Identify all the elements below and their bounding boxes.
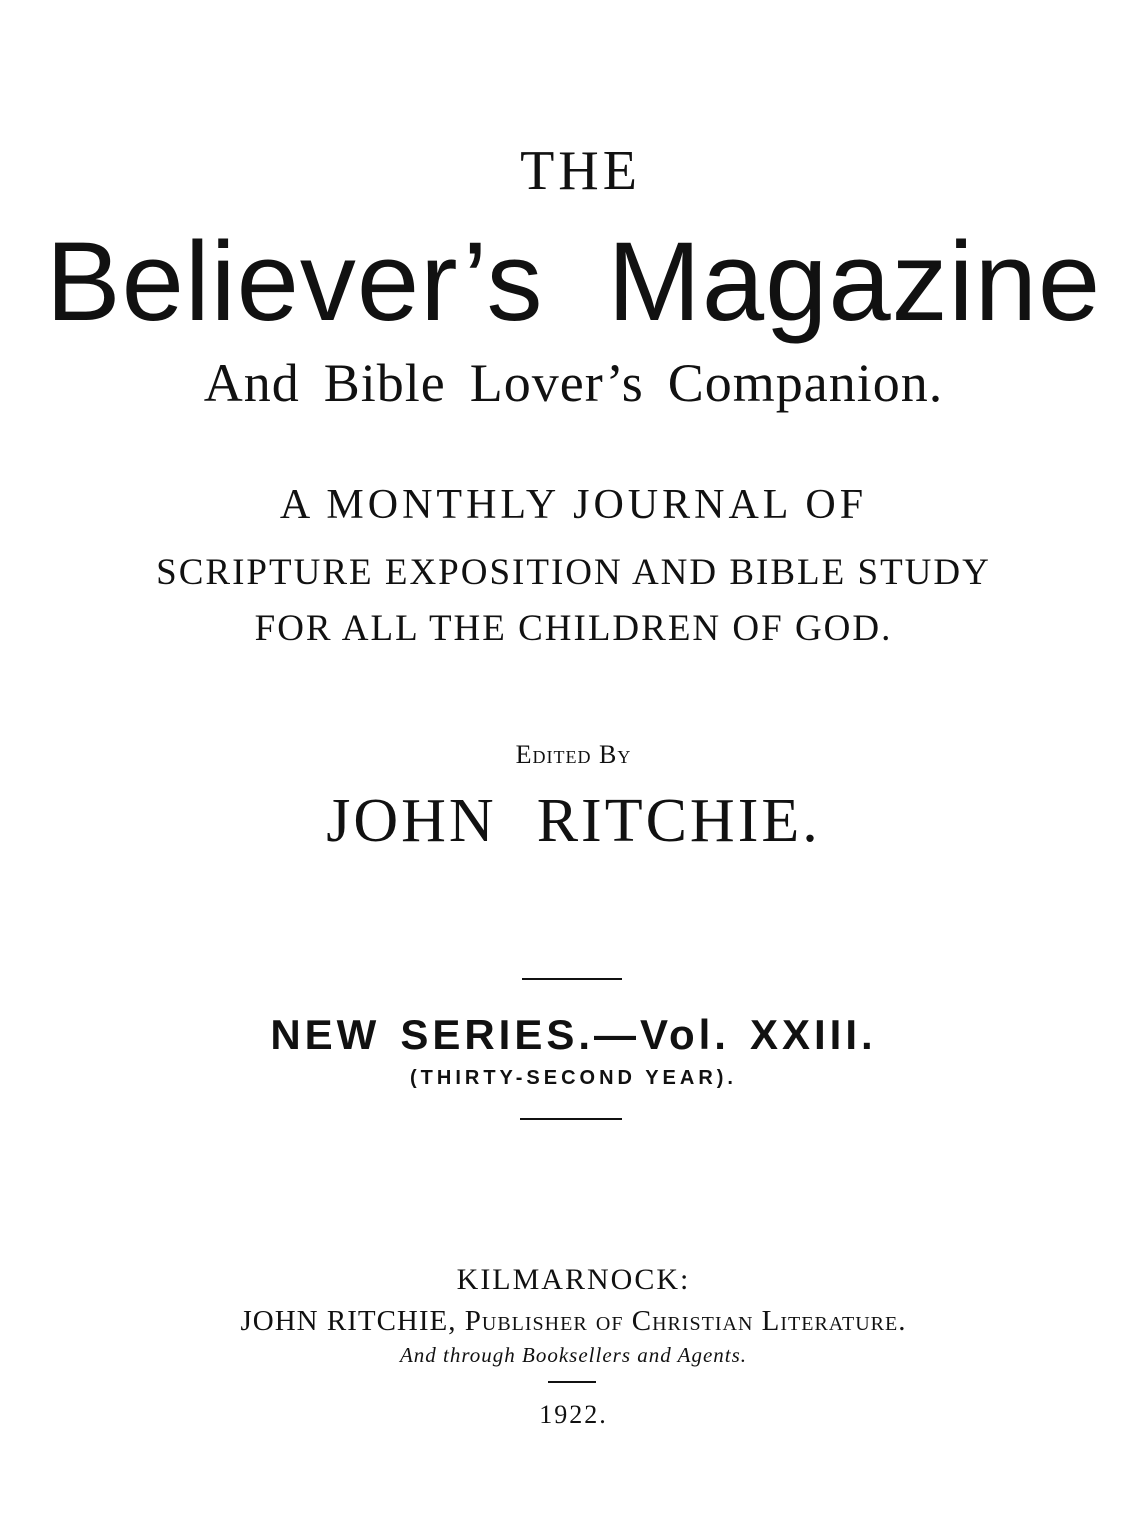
publisher-line <box>0 1307 1147 1336</box>
subtitle-part-4: Companion. <box>667 353 944 413</box>
title-article: THE <box>520 140 641 202</box>
series-part-1: NEW <box>270 1011 381 1058</box>
series-part-2: SERIES.—Vol. <box>400 1011 730 1058</box>
publication-year: 1922. <box>539 1400 608 1429</box>
series-year: (THIRTY-SECOND YEAR). <box>410 1067 737 1089</box>
series-volume <box>0 1011 1147 1058</box>
distribution-note: And through Booksellers and Agents. <box>399 1343 748 1367</box>
editor-last-name: RITCHIE. <box>536 787 821 855</box>
subtitle-part-3: Lover’s <box>469 353 644 413</box>
series-part-3: XXIII. <box>749 1011 877 1058</box>
title-word-2: Magazine <box>607 219 1102 344</box>
editor-name <box>0 787 1147 855</box>
scripture-description: SCRIPTURE EXPOSITION AND BIBLE STUDY <box>156 552 991 593</box>
subtitle-part-1: And <box>203 353 300 413</box>
publisher-name: JOHN RITCHIE, <box>240 1305 457 1337</box>
title-word-1: Believer’s <box>45 219 544 344</box>
divider-rule-bottom <box>548 1381 596 1383</box>
editor-first-name: JOHN <box>326 787 497 855</box>
subtitle-part-2: Bible <box>323 353 446 413</box>
journal-description: A MONTHLY JOURNAL OF <box>279 482 868 528</box>
publisher-role: Publisher of Christian Literature. <box>464 1305 907 1337</box>
divider-rule-top <box>522 978 622 980</box>
edited-by-label: Edited By <box>515 740 632 769</box>
magazine-title <box>0 219 1147 344</box>
audience-description: FOR ALL THE CHILDREN OF GOD. <box>254 608 893 649</box>
divider-rule-middle <box>520 1118 622 1120</box>
magazine-subtitle <box>0 353 1147 413</box>
publication-city: KILMARNOCK: <box>456 1263 691 1296</box>
